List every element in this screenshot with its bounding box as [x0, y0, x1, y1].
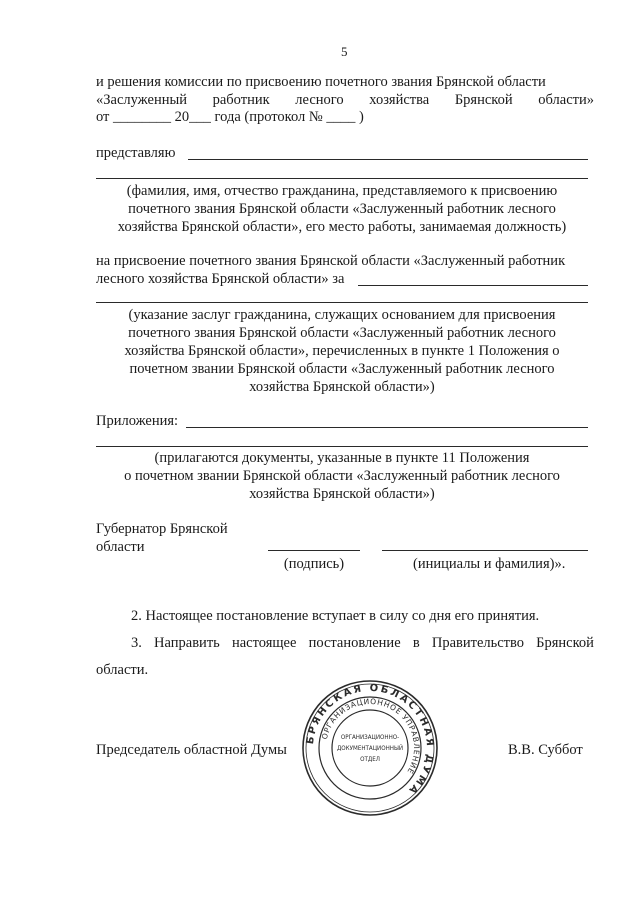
name-line — [382, 550, 588, 551]
nominee-fill-line-2 — [96, 178, 588, 179]
intro-word: Брянской — [454, 92, 513, 108]
intro-line-2 — [96, 91, 594, 109]
attachments-label: Приложения: — [96, 413, 179, 429]
intro-word: лесного — [295, 92, 344, 108]
award-line-1: на присвоение почетного звания Брянской области «Заслуженный работник — [96, 253, 566, 269]
clause-3-line-2: области. — [96, 662, 149, 678]
attachments-fill-line — [186, 427, 588, 428]
name-caption: (инициалы и фамилия)». — [413, 556, 566, 572]
intro-word: области» — [538, 92, 594, 108]
nominee-hint-3: хозяйства Брянской области», его место работы, занимаемая должность) — [117, 219, 567, 235]
award-fill-line — [358, 285, 588, 286]
clause-3-word: Правительство — [431, 635, 524, 651]
clause-3-word: Брянской — [536, 635, 594, 651]
chair-title: Председатель областной Думы — [96, 742, 287, 758]
governor-title-line-1: Губернатор Брянской — [96, 521, 228, 537]
signature-line — [268, 550, 360, 551]
intro-word: работник — [212, 92, 270, 108]
intro-word: хозяйства — [369, 92, 430, 108]
nominee-fill-line — [188, 159, 588, 160]
attachments-hint-3: хозяйства Брянской области») — [249, 486, 435, 502]
page-number: 5 — [341, 44, 348, 59]
intro-word: «Заслуженный — [96, 92, 187, 108]
award-hint-2: почетного звания Брянской области «Заслуженный работник лесного — [128, 325, 556, 341]
award-hint-3: хозяйства Брянской области», перечисленных в пункте 1 Положения о — [124, 343, 560, 359]
official-seal — [300, 678, 440, 818]
attachments-fill-line-2 — [96, 446, 588, 447]
seal-center-line-2: ДОКУМЕНТАЦИОННЫЙ — [336, 745, 404, 752]
intro-line-1: и решения комиссии по присвоению почетного звания Брянской области — [96, 74, 546, 90]
award-fill-line-2 — [96, 302, 588, 303]
nominee-hint-2: почетного звания Брянской области «Заслуженный работник лесного — [128, 201, 556, 217]
clause-3-word: 3. — [131, 635, 142, 651]
attachments-hint-2: о почетном звании Брянской области «Заслуженный работник лесного — [124, 468, 560, 484]
signature-caption: (подпись) — [283, 556, 345, 572]
clause-3-word: настоящее — [231, 635, 297, 651]
governor-title-line-2: области — [96, 539, 145, 555]
seal-center-line-1: ОРГАНИЗАЦИОННО- — [340, 734, 400, 741]
award-hint-1: (указание заслуг гражданина, служащих основанием для присвоения — [128, 307, 556, 323]
seal-ring-text: ОРГАНИЗАЦИОННОЕ УПРАВЛЕНИЕ — [319, 696, 422, 776]
intro-line-3: от ________ 20___ года (протокол № ____ ) — [96, 109, 364, 125]
clause-3-word: постановление — [308, 635, 401, 651]
clause-3-word: Направить — [154, 635, 220, 651]
nominee-label: представляю — [96, 145, 176, 161]
seal-outer-text: БРЯНСКАЯ ОБЛАСТНАЯ ДУМА — [304, 682, 436, 797]
clause-2: 2. Настоящее постановление вступает в силу со дня его принятия. — [131, 608, 540, 624]
award-hint-4: почетном звании Брянской области «Заслуженный работник лесного — [129, 361, 555, 377]
clause-3-line-1 — [131, 634, 594, 652]
nominee-hint-1: (фамилия, имя, отчество гражданина, представляемого к присвоению — [126, 183, 558, 199]
award-line-2: лесного хозяйства Брянской области» за — [96, 271, 345, 287]
clause-3-word: в — [412, 635, 420, 651]
chair-name: В.В. Суббот — [508, 742, 583, 758]
seal-center-line-3: ОТДЕЛ — [360, 756, 380, 763]
award-hint-5: хозяйства Брянской области») — [249, 379, 435, 395]
attachments-hint-1: (прилагаются документы, указанные в пункте 11 Положения — [154, 450, 530, 466]
